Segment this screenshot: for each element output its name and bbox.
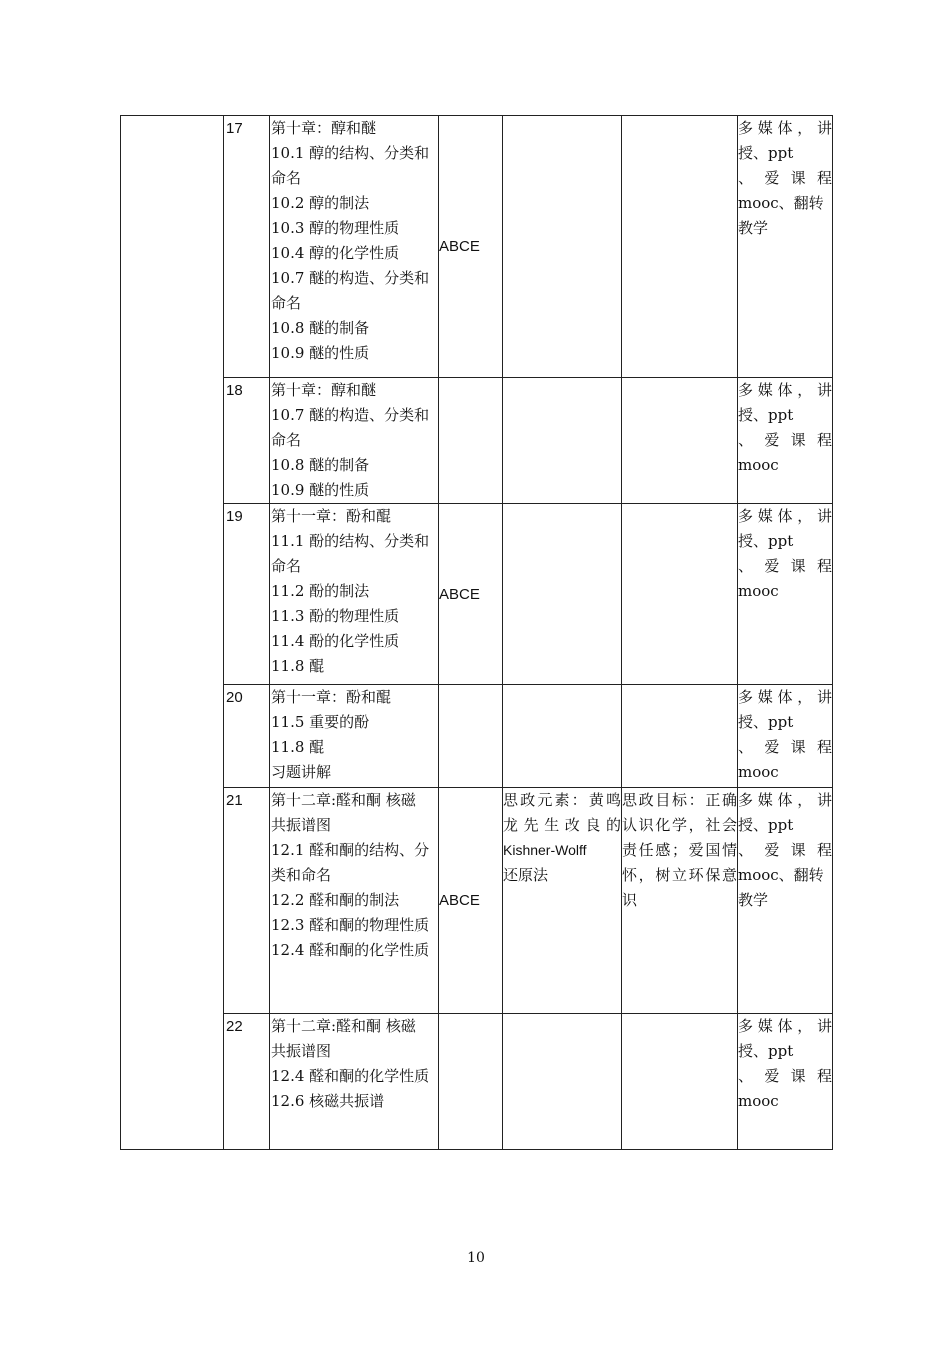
content-line: 10.7 醚的构造、分类和 xyxy=(271,406,430,424)
week-number: 17 xyxy=(224,116,270,378)
ideology-elements-cell xyxy=(503,1014,622,1150)
content-cell xyxy=(270,788,439,1014)
content-line: 10.8 醚的制备 xyxy=(271,319,370,337)
week-number: 20 xyxy=(224,685,270,788)
method-line: 多媒体，讲 xyxy=(738,381,832,399)
content-line: 第十二章:醛和酮 核磁 xyxy=(271,791,416,809)
table-row xyxy=(121,788,833,1014)
content-cell xyxy=(270,1014,439,1150)
method-line: mooc xyxy=(738,582,779,600)
page-number: 10 xyxy=(467,1250,485,1266)
method-cell xyxy=(738,504,833,685)
content-line: 12.2 醛和酮的制法 xyxy=(271,891,400,909)
table-row xyxy=(121,504,833,685)
method-line: 教学 xyxy=(738,219,769,237)
content-line: 11.8 醌 xyxy=(271,657,325,675)
method-line: mooc xyxy=(738,456,779,474)
content-line: 第十章：醇和醚 xyxy=(271,381,377,399)
objectives-cell xyxy=(439,685,503,788)
content-line: 12.4 醛和酮的化学性质 xyxy=(271,941,430,959)
content-line: 11.1 酚的结构、分类和 xyxy=(271,532,430,550)
table-row xyxy=(121,685,833,788)
content-cell xyxy=(270,504,439,685)
content-line: 11.8 醌 xyxy=(271,738,325,756)
method-line: 多媒体，讲 xyxy=(738,119,832,137)
objectives-cell: ABCE xyxy=(439,788,503,1014)
method-cell xyxy=(738,116,833,378)
table-row xyxy=(121,116,833,378)
content-line: 命名 xyxy=(271,431,302,449)
ideology-element-line: 龙先生改良的 xyxy=(503,816,621,834)
week-number: 21 xyxy=(224,788,270,1014)
chapter-cell xyxy=(121,116,224,1150)
method-cell xyxy=(738,788,833,1014)
method-line: 授、ppt xyxy=(738,406,794,424)
method-line: mooc xyxy=(738,1092,779,1110)
content-line: 第十章：醇和醚 xyxy=(271,119,377,137)
ideology-goals-cell xyxy=(622,378,738,504)
content-line: 12.3 醛和酮的物理性质 xyxy=(271,916,430,934)
ideology-elements-cell xyxy=(503,378,622,504)
week-number: 22 xyxy=(224,1014,270,1150)
content-line: 12.1 醛和酮的结构、分 xyxy=(271,841,430,859)
table-row xyxy=(121,1014,833,1150)
method-line: 、爱课程 xyxy=(738,738,832,756)
method-line: mooc xyxy=(738,763,779,781)
method-cell xyxy=(738,685,833,788)
ideology-elements-cell xyxy=(503,788,622,1014)
schedule-table xyxy=(120,115,833,1150)
content-line: 12.6 核磁共振谱 xyxy=(271,1092,385,1110)
ideology-elements-cell xyxy=(503,504,622,685)
ideology-goals-cell xyxy=(622,1014,738,1150)
content-line: 10.4 醇的化学性质 xyxy=(271,244,400,262)
objectives-cell xyxy=(439,378,503,504)
method-line: mooc、翻转 xyxy=(738,194,824,212)
ideology-goals-cell xyxy=(622,116,738,378)
method-line: 、爱课程 xyxy=(738,841,832,859)
method-line: 多媒体，讲 xyxy=(738,507,832,525)
method-line: 授、ppt xyxy=(738,1042,794,1060)
objectives-cell xyxy=(439,1014,503,1150)
content-line: 第十一章：酚和醌 xyxy=(271,507,392,525)
content-cell xyxy=(270,378,439,504)
ideology-element-line: Kishner-Wolff xyxy=(503,842,587,858)
ideology-goals-cell xyxy=(622,685,738,788)
method-line: 授、ppt xyxy=(738,713,794,731)
content-line: 12.4 醛和酮的化学性质 xyxy=(271,1067,430,1085)
content-line: 10.7 醚的构造、分类和 xyxy=(271,269,430,287)
objectives-cell: ABCE xyxy=(439,116,503,378)
ideology-goals-cell xyxy=(622,788,738,1014)
ideology-element-line: 还原法 xyxy=(503,866,549,884)
method-line: 、爱课程 xyxy=(738,1067,832,1085)
ideology-elements-cell xyxy=(503,685,622,788)
content-line: 命名 xyxy=(271,294,302,312)
method-line: 多媒体，讲 xyxy=(738,1017,832,1035)
method-line: 、爱课程 xyxy=(738,431,832,449)
content-line: 11.3 酚的物理性质 xyxy=(271,607,400,625)
content-line: 10.8 醚的制备 xyxy=(271,456,370,474)
ideology-goal-line: 怀，树立环保意 xyxy=(622,866,737,884)
method-line: 授、ppt xyxy=(738,816,794,834)
method-line: 授、ppt xyxy=(738,144,794,162)
method-cell xyxy=(738,378,833,504)
content-line: 10.2 醇的制法 xyxy=(271,194,370,212)
week-number: 19 xyxy=(224,504,270,685)
content-line: 共振谱图 xyxy=(271,816,332,834)
week-number: 18 xyxy=(224,378,270,504)
method-line: mooc、翻转 xyxy=(738,866,824,884)
ideology-goal-line: 思政目标：正确 xyxy=(622,791,737,809)
ideology-goal-line: 识 xyxy=(622,891,638,909)
content-line: 第十二章:醛和酮 核磁 xyxy=(271,1017,416,1035)
table-row xyxy=(121,378,833,504)
content-line: 共振谱图 xyxy=(271,1042,332,1060)
content-line: 类和命名 xyxy=(271,866,332,884)
method-line: 授、ppt xyxy=(738,532,794,550)
content-line: 10.9 醚的性质 xyxy=(271,344,370,362)
ideology-elements-cell xyxy=(503,116,622,378)
ideology-element-line: 思政元素：黄鸣 xyxy=(503,791,621,809)
content-line: 11.2 酚的制法 xyxy=(271,582,370,600)
ideology-goals-cell xyxy=(622,504,738,685)
content-cell xyxy=(270,685,439,788)
objectives-cell: ABCE xyxy=(439,504,503,685)
content-line: 命名 xyxy=(271,169,302,187)
content-line: 10.9 醚的性质 xyxy=(271,481,370,499)
method-line: 、爱课程 xyxy=(738,169,832,187)
method-line: 多媒体，讲 xyxy=(738,688,832,706)
method-cell xyxy=(738,1014,833,1150)
ideology-goal-line: 责任感；爱国情 xyxy=(622,841,737,859)
content-line: 命名 xyxy=(271,557,302,575)
method-line: 教学 xyxy=(738,891,769,909)
content-line: 11.4 酚的化学性质 xyxy=(271,632,400,650)
method-line: 、爱课程 xyxy=(738,557,832,575)
method-line: 多媒体，讲 xyxy=(738,791,832,809)
content-cell xyxy=(270,116,439,378)
content-line: 第十一章：酚和醌 xyxy=(271,688,392,706)
content-line: 11.5 重要的酚 xyxy=(271,713,370,731)
ideology-goal-line: 认识化学，社会 xyxy=(622,816,737,834)
content-line: 习题讲解 xyxy=(271,763,332,781)
content-line: 10.1 醇的结构、分类和 xyxy=(271,144,430,162)
content-line: 10.3 醇的物理性质 xyxy=(271,219,400,237)
